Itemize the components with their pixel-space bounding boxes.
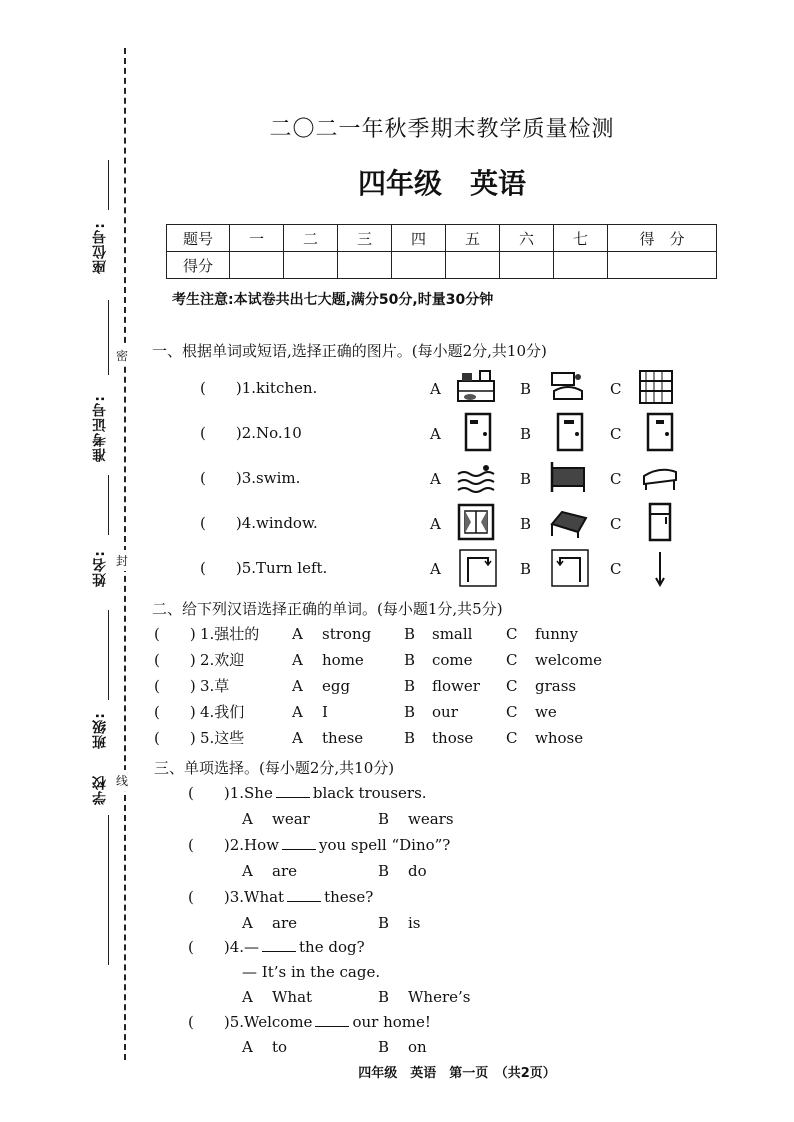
fill-blank[interactable] xyxy=(315,1012,349,1027)
arrow-turn-right-icon[interactable] xyxy=(458,548,498,588)
option-c-label: C xyxy=(610,515,622,533)
exam-id-line-top[interactable] xyxy=(108,300,109,375)
s3-question-2 xyxy=(188,832,450,858)
score-table xyxy=(166,224,717,279)
s3-question-post: the dog? xyxy=(299,938,365,956)
option-a-label: A xyxy=(292,625,303,643)
option-b-label: B xyxy=(520,515,532,533)
option-a-text: egg xyxy=(322,677,351,695)
s2-question: 4.我们 xyxy=(200,703,245,721)
option-c-text: welcome xyxy=(535,651,603,669)
door-icon[interactable] xyxy=(640,412,680,452)
option-c-label: C xyxy=(506,703,518,721)
section3-title: 三、单项选择。(每小题2分,共10分) xyxy=(154,759,395,777)
score-cell[interactable] xyxy=(608,252,717,279)
exam-id-label: 准考证号: xyxy=(92,395,108,462)
option-a-label: A xyxy=(242,1038,253,1056)
swimmer-icon[interactable] xyxy=(456,458,496,498)
s2-question: 5.这些 xyxy=(200,729,245,747)
s2-item-2 xyxy=(154,647,654,673)
answer-blank[interactable]: ( ) xyxy=(188,1013,230,1031)
option-a-label: A xyxy=(292,703,303,721)
class-line-top[interactable] xyxy=(108,610,109,700)
arrow-down-icon[interactable] xyxy=(640,548,680,588)
option-b-label: B xyxy=(378,862,390,880)
option-c-text: whose xyxy=(535,729,584,747)
answer-blank[interactable]: ( ) xyxy=(200,424,242,442)
option-b-label: B xyxy=(520,425,532,443)
s3-question-post: these? xyxy=(324,888,374,906)
option-a-text: home xyxy=(322,651,364,669)
option-b-text: our xyxy=(432,703,458,721)
option-a-label: A xyxy=(242,988,253,1006)
option-b-label: B xyxy=(404,729,416,747)
score-header-cell: 四 xyxy=(392,225,446,252)
option-c-text: grass xyxy=(535,677,577,695)
bed-icon[interactable] xyxy=(548,502,588,542)
score-table-header-row xyxy=(167,225,717,252)
s3-question-pre: 2.How xyxy=(229,836,279,854)
option-b-text: is xyxy=(408,914,421,932)
page-footer: 四年级 英语 第一页 （共2页） xyxy=(358,1066,556,1081)
slide-icon[interactable] xyxy=(640,458,680,498)
option-a-label: A xyxy=(242,914,253,932)
option-a-text: strong xyxy=(322,625,372,643)
option-c-text: we xyxy=(535,703,557,721)
seat-label: 座位号: xyxy=(92,222,108,274)
s2-item-5 xyxy=(154,725,654,751)
section2-title: 二、给下列汉语选择正确的单词。(每小题1分,共5分) xyxy=(152,600,503,618)
option-b-label: B xyxy=(520,560,532,578)
seal-char-mi: 密 xyxy=(116,345,128,366)
option-b-label: B xyxy=(520,470,532,488)
s3-question-1 xyxy=(188,780,427,806)
school-label: 学校 xyxy=(92,775,108,805)
s3-options-4 xyxy=(242,984,542,1010)
answer-blank[interactable]: ( ) xyxy=(188,784,230,802)
s3-question-pre: 1.She xyxy=(229,784,273,802)
score-header-cell: 题号 xyxy=(167,225,230,252)
option-b-text: those xyxy=(432,729,474,747)
option-a-text: to xyxy=(272,1038,288,1056)
option-b-text: flower xyxy=(432,677,480,695)
s3-question-post: you spell “Dino”? xyxy=(318,836,451,854)
score-header-cell: 五 xyxy=(446,225,500,252)
seal-char-xian: 线 xyxy=(116,770,128,791)
exam-notice: 考生注意:本试卷共出七大题,满分50分,时量30分钟 xyxy=(172,292,494,308)
option-a-text: wear xyxy=(272,810,310,828)
option-c-label: C xyxy=(610,425,622,443)
option-a-label: A xyxy=(430,470,441,488)
s3-options-2 xyxy=(242,858,542,884)
s2-item-3 xyxy=(154,673,654,699)
bookshelf-icon[interactable] xyxy=(636,367,676,407)
s3-options-3 xyxy=(242,910,542,936)
s3-question-pre: 5.Welcome xyxy=(229,1013,313,1031)
score-cell[interactable] xyxy=(554,252,608,279)
s3-options-5 xyxy=(242,1034,542,1060)
door-icon[interactable] xyxy=(550,412,590,452)
exam-title: 二〇二一年秋季期末教学质量检测 xyxy=(269,117,615,142)
s1-item-2 xyxy=(200,420,302,446)
score-cell[interactable] xyxy=(230,252,284,279)
option-c-label: C xyxy=(610,380,622,398)
fridge-icon[interactable] xyxy=(640,502,680,542)
score-header-cell: 三 xyxy=(338,225,392,252)
s1-item-text: 4.window. xyxy=(241,514,318,532)
option-a-label: A xyxy=(292,651,303,669)
kitchen-icon[interactable] xyxy=(456,367,496,407)
option-c-label: C xyxy=(610,470,622,488)
s1-item-text: 5.Turn left. xyxy=(241,559,328,577)
score-cell[interactable] xyxy=(284,252,338,279)
s3-question-pre: 4.— xyxy=(229,938,260,956)
living-room-icon[interactable] xyxy=(548,367,588,407)
score-cell[interactable] xyxy=(500,252,554,279)
s3-answer-line-4: — It’s in the cage. xyxy=(242,963,381,981)
s1-item-text: 1.kitchen. xyxy=(241,379,318,397)
option-a-label: A xyxy=(430,515,441,533)
s2-question: 1.强壮的 xyxy=(200,625,260,643)
answer-blank[interactable]: ( ) xyxy=(154,729,196,747)
class-label: 班级: xyxy=(92,712,108,749)
answer-blank[interactable]: ( ) xyxy=(200,514,242,532)
option-c-label: C xyxy=(610,560,622,578)
score-row-label: 得分 xyxy=(167,252,230,279)
window-icon[interactable] xyxy=(456,502,496,542)
score-header-cell: 六 xyxy=(500,225,554,252)
s3-question-5 xyxy=(188,1009,431,1035)
score-table-score-row xyxy=(167,252,717,279)
option-b-text: on xyxy=(408,1038,427,1056)
option-a-label: A xyxy=(430,560,441,578)
option-a-label: A xyxy=(242,862,253,880)
option-c-label: C xyxy=(506,729,518,747)
s3-question-3 xyxy=(188,884,373,910)
seal-char-feng: 封 xyxy=(116,550,128,571)
name-label: 姓名: xyxy=(92,550,108,587)
answer-blank[interactable]: ( ) xyxy=(188,888,230,906)
section1-title: 一、根据单词或短语,选择正确的图片。(每小题2分,共10分) xyxy=(152,342,547,360)
s1-item-text: 3.swim. xyxy=(241,469,301,487)
fill-blank[interactable] xyxy=(276,783,310,798)
s3-question-pre: 3.What xyxy=(229,888,285,906)
option-c-label: C xyxy=(506,625,518,643)
answer-blank[interactable]: ( ) xyxy=(154,677,196,695)
answer-blank[interactable]: ( ) xyxy=(188,938,230,956)
option-c-label: C xyxy=(506,677,518,695)
option-b-label: B xyxy=(520,380,532,398)
answer-blank[interactable]: ( ) xyxy=(154,703,196,721)
arrow-turn-left-icon[interactable] xyxy=(550,548,590,588)
s3-question-4 xyxy=(188,934,365,960)
option-b-text: small xyxy=(432,625,473,643)
option-a-text: are xyxy=(272,914,297,932)
score-header-cell: 一 xyxy=(230,225,284,252)
option-b-label: B xyxy=(404,677,416,695)
option-b-label: B xyxy=(378,1038,390,1056)
option-b-label: B xyxy=(404,703,416,721)
answer-blank[interactable]: ( ) xyxy=(200,469,242,487)
option-a-label: A xyxy=(292,729,303,747)
option-b-label: B xyxy=(378,810,390,828)
s2-question: 3.草 xyxy=(200,677,230,695)
s2-item-4 xyxy=(154,699,654,725)
option-b-label: B xyxy=(378,988,390,1006)
name-line-top[interactable] xyxy=(108,475,109,535)
option-a-label: A xyxy=(430,425,441,443)
option-b-text: come xyxy=(432,651,473,669)
s3-question-post: our home! xyxy=(352,1013,431,1031)
s3-options-1 xyxy=(242,806,542,832)
fill-blank[interactable] xyxy=(287,887,321,902)
option-a-label: A xyxy=(430,380,441,398)
s2-item-1 xyxy=(154,621,654,647)
option-c-label: C xyxy=(506,651,518,669)
option-b-label: B xyxy=(378,914,390,932)
option-b-label: B xyxy=(404,625,416,643)
option-b-text: wears xyxy=(408,810,454,828)
exam-subtitle: 四年级 英语 xyxy=(357,167,526,200)
option-a-text: are xyxy=(272,862,297,880)
bed-icon[interactable] xyxy=(548,458,588,498)
score-header-cell: 二 xyxy=(284,225,338,252)
score-cell[interactable] xyxy=(338,252,392,279)
school-line[interactable] xyxy=(108,815,109,965)
score-cell[interactable] xyxy=(392,252,446,279)
score-header-cell: 七 xyxy=(554,225,608,252)
option-c-text: funny xyxy=(535,625,579,643)
s1-item-5 xyxy=(200,555,327,581)
option-a-text: these xyxy=(322,729,364,747)
option-b-text: do xyxy=(408,862,427,880)
answer-blank[interactable]: ( ) xyxy=(154,625,196,643)
s1-item-4 xyxy=(200,510,318,536)
answer-blank[interactable]: ( ) xyxy=(154,651,196,669)
s1-item-1 xyxy=(200,375,317,401)
option-a-text: What xyxy=(272,988,313,1006)
score-cell[interactable] xyxy=(446,252,500,279)
fill-blank[interactable] xyxy=(282,835,316,850)
option-a-label: A xyxy=(292,677,303,695)
answer-blank[interactable]: ( ) xyxy=(188,836,230,854)
option-b-text: Where’s xyxy=(408,988,471,1006)
answer-blank[interactable]: ( ) xyxy=(200,379,242,397)
fill-blank[interactable] xyxy=(262,937,296,952)
score-header-cell: 得 分 xyxy=(608,225,717,252)
door-icon[interactable] xyxy=(458,412,498,452)
option-a-label: A xyxy=(242,810,253,828)
s2-question: 2.欢迎 xyxy=(200,651,245,669)
s1-item-3 xyxy=(200,465,300,491)
option-b-label: B xyxy=(404,651,416,669)
s3-question-post: black trousers. xyxy=(312,784,427,802)
answer-blank[interactable]: ( ) xyxy=(200,559,242,577)
option-a-text: I xyxy=(322,703,328,721)
s1-item-text: 2.No.10 xyxy=(241,424,302,442)
